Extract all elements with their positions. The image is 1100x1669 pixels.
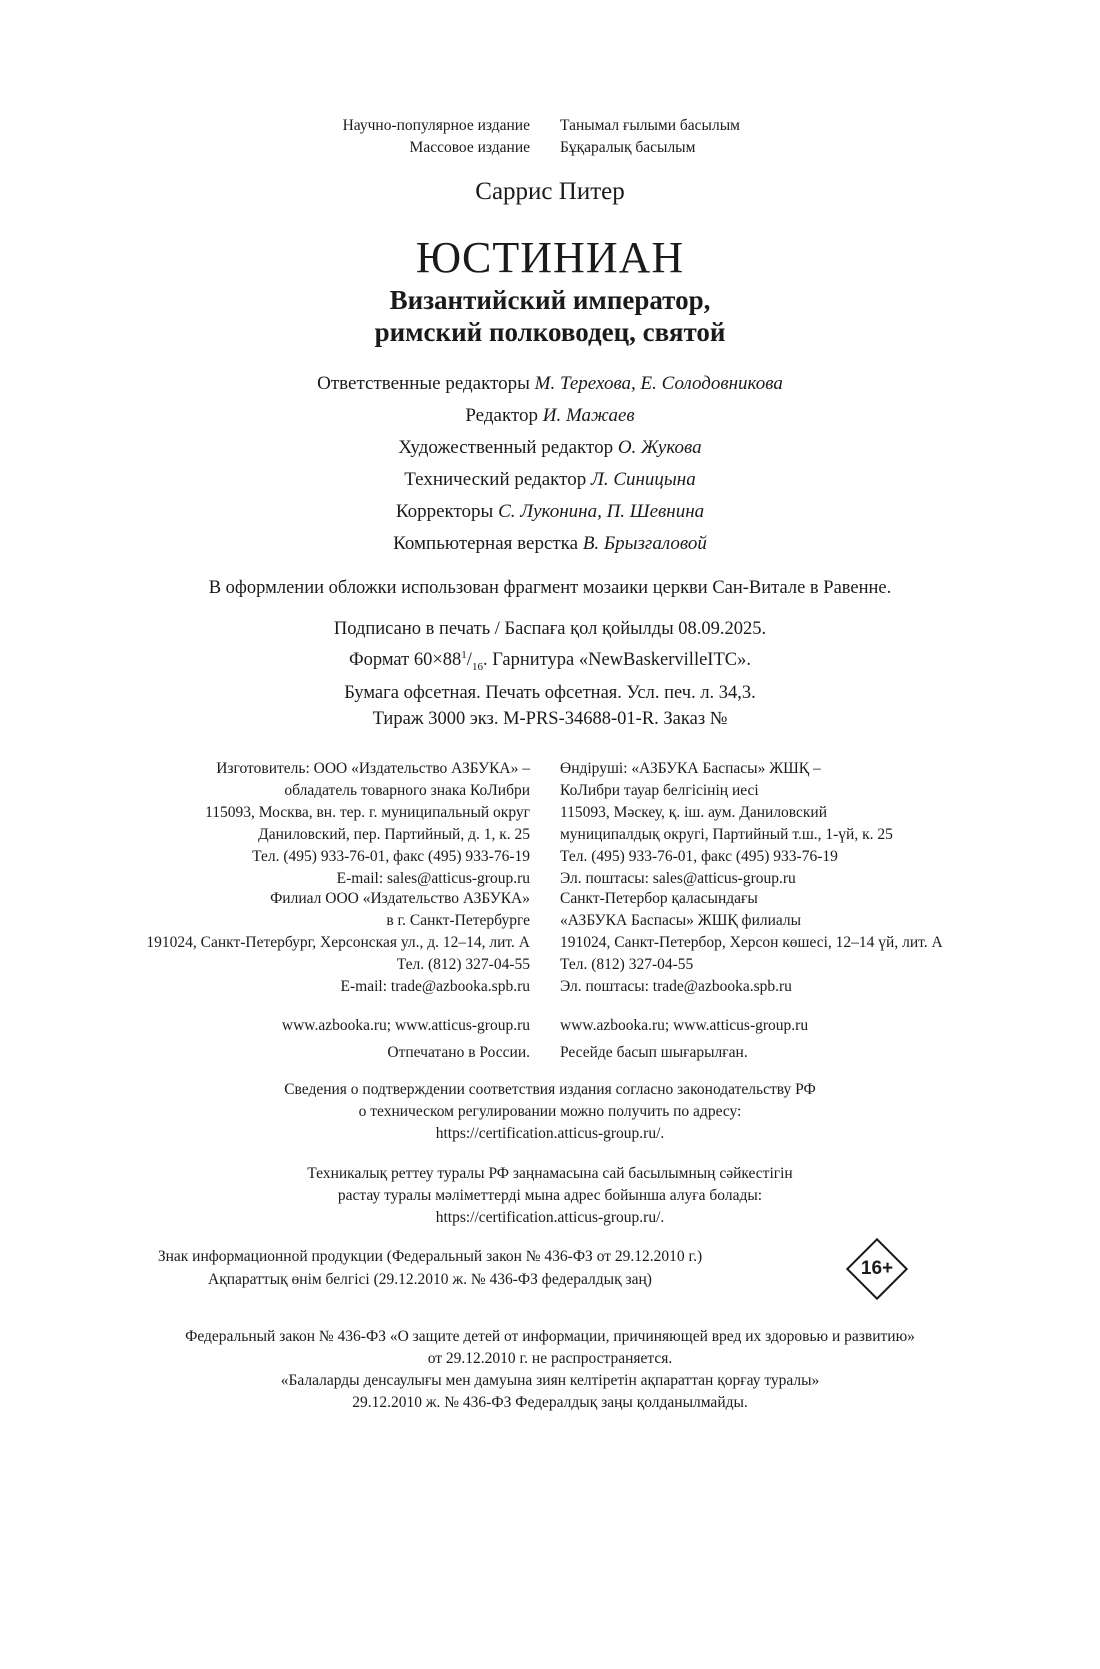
credit-names: М. Терехова, Е. Солодовникова [534,373,783,394]
credit-names: О. Жукова [617,437,702,458]
age-rating-label: 16+ [860,1258,894,1279]
credit-role: Корректоры [395,501,494,522]
law-notice: Федеральный закон № 436-ФЗ «О защите детей от информации, причиняющей вред их здоровью и развитию» от 29.12.2010 г. не распространяется. «Балаларды денсаулығы мен дамуына зиян келтіретін ақпараттан қорғау туралы» 29.12.2010 ж. № 436-ФЗ Федералдық заңы қолданылмайды. [185,1328,915,1411]
print-format: Формат $60\times 88^1/_{16}$. Гарнитура «NewBaskervilleITC». [349,649,751,673]
edition-type-ru-line: Научно-популярное издание [342,117,530,134]
credit-names: С. Луконина, П. Шевнина [498,501,705,522]
book-subtitle [0,284,1100,348]
credits [0,368,1100,560]
edition-type-kz-line: Танымал ғылыми басылым [560,117,740,134]
author: Саррис Питер [475,178,625,205]
credit-role: Художественный редактор [398,437,614,458]
printed-in-kz: Ресейде басып шығарылған. [560,1044,748,1061]
print-signed: Подписано в печать / Баспаға қол қойылды 08.09.2025. [333,619,767,639]
publisher-web [0,1015,1100,1037]
printed-in-ru: Отпечатано в России. [387,1044,530,1061]
web-links-ru: www.azbooka.ru; www.atticus-group.ru [281,1017,530,1034]
credit-line [0,368,1100,400]
publisher-main-kz: Өндіруші: «АЗБУКА Баспасы» ЖШҚ – КоЛибри тауар белгісінің иесі 115093, Мәскеу, қ. іш. аум. Даниловский муниципалдық округі, Партийный т.ш., 1-үй, к. 25 Тел. (495) 933-76-01, факс (495) 933-76-19 Эл. поштасы: sales@atticus-group.ru [560,760,893,887]
credit-line [0,400,1100,432]
age-rating-badge [846,1238,908,1300]
edition-type-kz [560,115,1100,159]
credit-role: Редактор [465,405,538,426]
credit-names: В. Брызгаловой [582,533,707,554]
credit-line [0,528,1100,560]
credit-role: Технический редактор [404,469,587,490]
publisher-branch-kz: Санкт-Петербор қаласындағы «АЗБУКА Баспасы» ЖШҚ филиалы 191024, Санкт-Петербор, Херсон көшесі, 12–14 үй, лит. А Тел. (812) 327-04-55 Эл. поштасы: trade@azbooka.spb.ru [560,890,943,995]
cover-note: В оформлении обложки использован фрагмент мозаики церкви Сан-Витале в Равенне. [208,578,892,598]
print-paper: Бумага офсетная. Печать офсетная. Усл. печ. л. 34,3. [344,682,756,703]
edition-type-kz-line: Бұқаралық басылым [560,139,696,156]
certification-ru: Сведения о подтверждении соответствия издания согласно законодательству РФ о техническом регулировании можно получить по адресу: https://certification.atticus-group.ru/. [284,1081,816,1142]
book-title: ЮСТИНИАН [415,233,685,282]
subtitle-line: римский полководец, святой [374,317,726,347]
info-sign: Знак информационной продукции (Федеральный закон № 436-ФЗ от 29.12.2010 г.) Ақпараттық өнім белгісі (29.12.2010 ж. № 436-ФЗ федералдық заң) [157,1248,703,1288]
publisher-branch-ru: Филиал ООО «Издательство АЗБУКА» в г. Санкт-Петербурге 191024, Санкт-Петербург, Херсонская ул., д. 12–14, лит. А Тел. (812) 327-04-55 E-mail: trade@azbooka.spb.ru [146,890,530,995]
edition-type-header [0,115,1100,159]
credit-names: И. Мажаев [542,405,635,426]
certification-kz: Техникалық реттеу туралы РФ заңнамасына сай басылымның сәйкестігін растау туралы мәліметтерді мына адрес бойынша алуға болады: https://certification.atticus-group.ru/. [307,1165,793,1226]
publisher-main [0,758,1100,890]
credit-role: Компьютерная верстка [393,533,579,554]
credit-names: Л. Синицына [590,469,696,490]
print-details [0,616,1100,732]
subtitle-line: Византийский император, [389,285,711,315]
edition-type-ru-line: Массовое издание [409,139,530,156]
publisher-branch [0,888,1100,998]
print-run: Тираж 3000 экз. M-PRS-34688-01-R. Заказ № [372,708,728,729]
printed-in [0,1042,1100,1064]
web-links-kz: www.azbooka.ru; www.atticus-group.ru [560,1017,809,1034]
credit-line [0,432,1100,464]
publisher-main-ru: Изготовитель: ООО «Издательство АЗБУКА» – обладатель товарного знака КоЛибри 115093, Москва, вн. тер. г. муниципальный округ Даниловский, пер. Партийный, д. 1, к. 25 Тел. (495) 933-76-01, факс (495) 933-76-19 E-mail: sales@atticus-group.ru [205,760,530,887]
credit-line [0,464,1100,496]
credit-role: Ответственные редакторы [317,373,530,394]
edition-type-ru [0,115,560,159]
credit-line [0,496,1100,528]
